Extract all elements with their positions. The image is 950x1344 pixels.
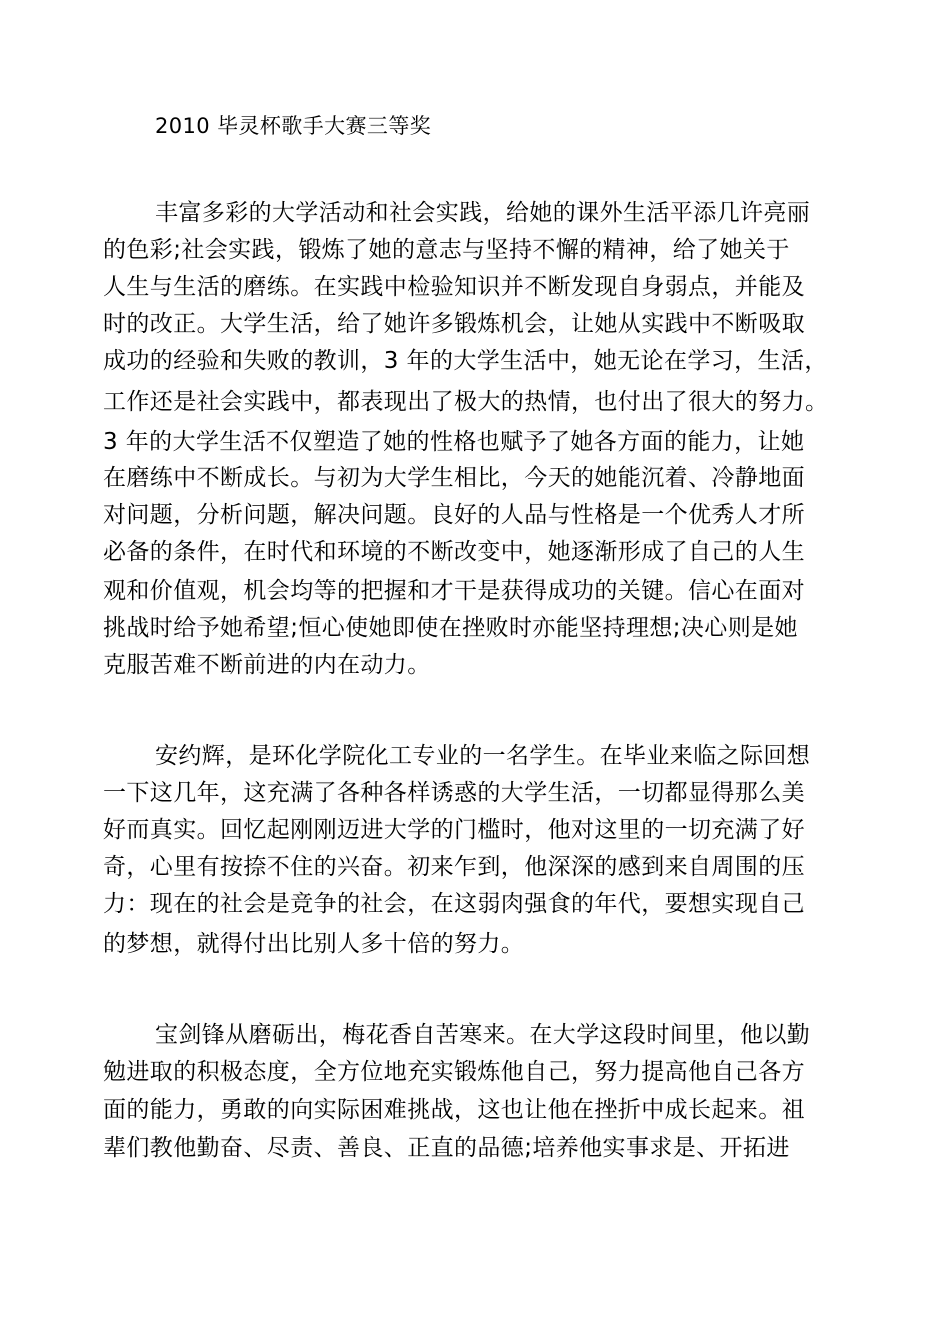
text-line: 好而真实。回忆起刚刚迈进大学的门槛时，他对这里的一切充满了好 — [103, 817, 805, 843]
text-line: 工作还是社会实践中，都表现出了极大的热情，也付出了很大的努力。 — [103, 389, 829, 415]
text-line: 勉进取的积极态度，全方位地充实锻炼他自己，努力提高他自己各方 — [103, 1059, 805, 1085]
text-line: 对问题，分析问题，解决问题。良好的人品与性格是一个优秀人才所 — [103, 502, 805, 528]
text-line: 必备的条件，在时代和环境的不断改变中，她逐渐形成了自己的人生 — [103, 539, 805, 565]
text-line: 的色彩;社会实践，锻炼了她的意志与坚持不懈的精神，给了她关于 — [103, 237, 790, 263]
text-line: 的梦想，就得付出比别人多十倍的努力。 — [103, 931, 525, 957]
text-line: 时的改正。大学生活，给了她许多锻炼机会，让她从实践中不断吸取 — [103, 311, 805, 337]
text-line: 在磨练中不断成长。与初为大学生相比，今天的她能沉着、冷静地面 — [103, 465, 805, 491]
text-line: 观和价值观，机会均等的把握和才干是获得成功的关键。信心在面对 — [103, 578, 805, 604]
text-line: 一下这几年，这充满了各种各样诱惑的大学生活，一切都显得那么美 — [103, 780, 805, 806]
award-heading: 2010 毕灵杯歌手大赛三等奖 — [155, 114, 432, 138]
text-line: 宝剑锋从磨砺出，梅花香自苦寒来。在大学这段时间里，他以勤 — [155, 1022, 811, 1048]
text-line: 3 年的大学生活不仅塑造了她的性格也赋予了她各方面的能力，让她 — [103, 429, 805, 455]
text-line: 面的能力，勇敢的向实际困难挑战，这也让他在挫折中成长起来。祖 — [103, 1097, 805, 1123]
text-line: 奇，心里有按捺不住的兴奋。初来乍到，他深深的感到来自周围的压 — [103, 854, 805, 880]
text-line: 力：现在的社会是竞争的社会，在这弱肉强食的年代，要想实现自己 — [103, 891, 805, 917]
text-line: 辈们教他勤奋、尽责、善良、正直的品德;培养他实事求是、开拓进 — [103, 1135, 790, 1161]
text-line: 挑战时给予她希望;恒心使她即使在挫败时亦能坚持理想;决心则是她 — [103, 615, 798, 641]
text-line: 人生与生活的磨练。在实践中检验知识并不断发现自身弱点，并能及 — [103, 274, 805, 300]
text-line: 成功的经验和失败的教训，3 年的大学生活中，她无论在学习，生活， — [103, 348, 828, 374]
text-line: 丰富多彩的大学活动和社会实践，给她的课外生活平添几许亮丽 — [155, 200, 811, 226]
text-line: 安约辉，是环化学院化工专业的一名学生。在毕业来临之际回想 — [155, 743, 811, 769]
text-line: 克服苦难不断前进的内在动力。 — [103, 652, 431, 678]
